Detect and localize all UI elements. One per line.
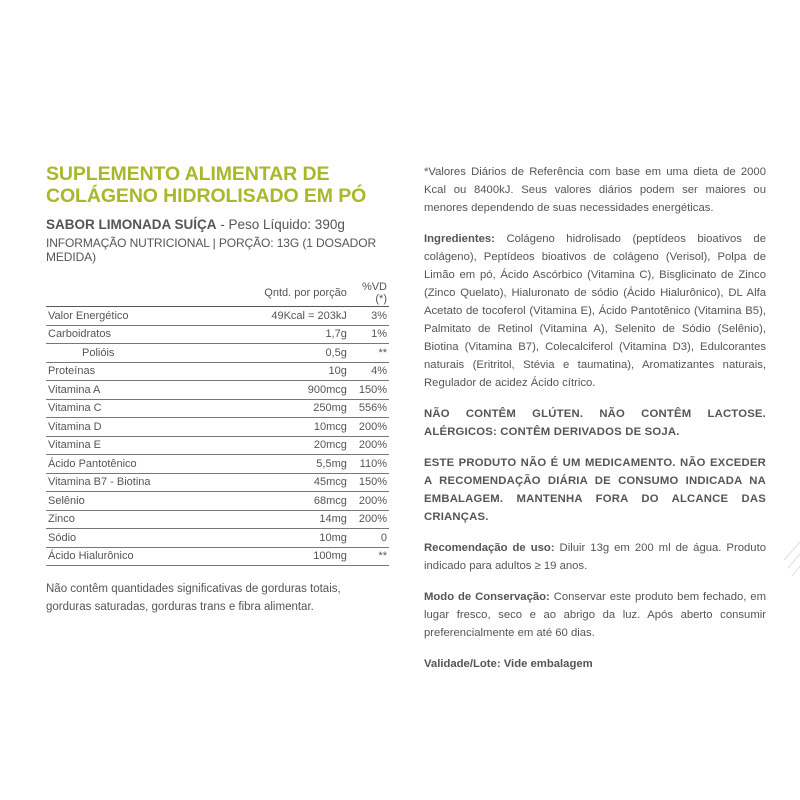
nutrient-name: Zinco <box>46 510 236 529</box>
nutrient-quantity: 250mg <box>236 399 359 418</box>
table-row <box>46 325 389 344</box>
nutrient-name: Ácido Hialurônico <box>46 547 236 566</box>
nutrient-quantity: 1,7g <box>236 325 359 344</box>
usage-label: Recomendação de uso: <box>424 542 555 554</box>
table-row <box>46 307 389 326</box>
nutrient-name: Vitamina E <box>46 436 236 455</box>
nutrient-quantity: 10mg <box>236 529 359 548</box>
weight-label: - Peso Líquido: 390g <box>216 217 345 232</box>
table-row <box>46 529 389 548</box>
table-row <box>46 547 389 566</box>
nutrient-name: Vitamina D <box>46 418 236 437</box>
usage-text: Diluir 13g em 200 ml de água. Produto indicado para adultos ≥ 19 anos. <box>424 542 767 572</box>
ingredients-label: Ingredientes: <box>424 233 495 245</box>
nutrition-table-body <box>46 307 389 566</box>
nutrition-info-heading: INFORMAÇÃO NUTRICIONAL | PORÇÃO: 13G (1 DOSADOR MEDIDA) <box>46 236 377 264</box>
medication-warning: ESTE PRODUTO NÃO É UM MEDICAMENTO. NÃO EXCEDER A RECOMENDAÇÃO DIÁRIA DE CONSUMO INDICADA NA EMBALAGEM. MANTENHA FORA DO ALCANCE DAS CRIANÇAS. <box>424 457 766 523</box>
table-row <box>46 455 389 474</box>
nutrient-name: Selênio <box>46 492 236 511</box>
storage-text: Conservar este produto bem fechado, em lugar fresco, seco e ao abrigo da luz. Após aberto consumir preferencialmente em até 60 dias. <box>424 591 766 639</box>
nutrient-quantity: 45mcg <box>236 473 359 492</box>
nutrient-quantity: 49Kcal = 203kJ <box>236 307 359 326</box>
storage-label: Modo de Conservação: <box>424 591 550 603</box>
ingredients-text: Colágeno hidrolisado (peptídeos bioativos de colágeno), Peptídeos bioativos de colágeno (Verisol), Polpa de Limão em pó, Ácido Ascórbico (Vitamina C), Bisglicinato de Zinco (Zinco Quelato), Hialuronato de sódio (Ácido Hialurônico), DL Alfa Acetato de tocoferol (Vitamina E), Ácido Pantotênico (Vitamina B5), Palmitato de Retinol (Vitamina A), Selenito de Sódio (Selênio), Biotina (Vitamina B7), Colecalciferol (Vitamina D3), Edulcorantes naturais (Eritritol, Stévia e taumatina), Aromatizantes naturais, Regulador de acidez Ácido cítrico. <box>424 233 766 389</box>
header-daily-value: %VD (*) <box>359 280 389 307</box>
table-row <box>46 510 389 529</box>
allergens-warning: NÃO CONTÊM GLÚTEN. NÃO CONTÊM LACTOSE. ALÉRGICOS: CONTÊM DERIVADOS DE SOJA. <box>424 408 766 438</box>
nutrient-name: Sódio <box>46 529 236 548</box>
title-line-2: COLÁGENO HIDROLISADO EM PÓ <box>46 185 367 207</box>
nutrient-daily-value: ** <box>359 344 389 363</box>
usage-recommendation <box>424 539 766 575</box>
nutrient-daily-value: 150% <box>359 381 389 400</box>
nutrient-quantity: 0,5g <box>236 344 359 363</box>
daily-values-note: *Valores Diários de Referência com base em uma dieta de 2000 Kcal ou 8400kJ. Seus valores diários podem ser maiores ou menores dependendo de suas necessidades energéticas. <box>424 166 766 214</box>
nutrient-daily-value: 556% <box>359 399 389 418</box>
nutrient-quantity: 68mcg <box>236 492 359 511</box>
nutrient-name: Proteínas <box>46 362 236 381</box>
nutrient-daily-value: 0 <box>359 529 389 548</box>
nutrient-daily-value: 200% <box>359 492 389 511</box>
nutrient-daily-value: 200% <box>359 510 389 529</box>
nutrient-daily-value: 150% <box>359 473 389 492</box>
nutrient-quantity: 10g <box>236 362 359 381</box>
nutrient-name: Vitamina A <box>46 381 236 400</box>
nutrient-daily-value: 1% <box>359 325 389 344</box>
nutrition-panel <box>46 163 390 616</box>
table-row <box>46 473 389 492</box>
flavor-weight <box>46 217 390 232</box>
table-row <box>46 399 389 418</box>
nutrient-daily-value: 4% <box>359 362 389 381</box>
nutrient-daily-value: 200% <box>359 436 389 455</box>
nutrient-quantity: 900mcg <box>236 381 359 400</box>
table-row <box>46 492 389 511</box>
nutrient-daily-value: 110% <box>359 455 389 474</box>
nutrient-name: Polióis <box>46 344 236 363</box>
table-row <box>46 436 389 455</box>
validity-lot: Validade/Lote: Vide embalagem <box>424 658 593 670</box>
footnote: Não contêm quantidades significativas de gorduras totais, gorduras saturadas, gorduras trans e fibra alimentar. <box>46 583 341 613</box>
nutrient-daily-value: 200% <box>359 418 389 437</box>
product-title <box>46 163 390 207</box>
table-header-row <box>46 280 389 307</box>
nutrient-name: Vitamina B7 - Biotina <box>46 473 236 492</box>
nutrient-daily-value: 3% <box>359 307 389 326</box>
nutrient-quantity: 5,5mg <box>236 455 359 474</box>
nutrient-name: Vitamina C <box>46 399 236 418</box>
flavor-label: SABOR LIMONADA SUÍÇA <box>46 217 217 232</box>
title-line-1: SUPLEMENTO ALIMENTAR DE <box>46 163 330 185</box>
nutrient-name: Carboidratos <box>46 325 236 344</box>
nutrient-name: Ácido Pantotênico <box>46 455 236 474</box>
header-quantity: Qntd. por porção <box>236 280 359 307</box>
nutrient-quantity: 100mg <box>236 547 359 566</box>
table-row <box>46 362 389 381</box>
nutrient-quantity: 20mcg <box>236 436 359 455</box>
nutrient-quantity: 10mcg <box>236 418 359 437</box>
nutrient-name: Valor Energético <box>46 307 236 326</box>
table-row <box>46 418 389 437</box>
ingredients <box>424 230 766 392</box>
table-row <box>46 344 389 363</box>
nutrient-quantity: 14mg <box>236 510 359 529</box>
table-row <box>46 381 389 400</box>
storage-instructions <box>424 588 766 642</box>
corner-decoration <box>782 540 800 580</box>
nutrient-daily-value: ** <box>359 547 389 566</box>
product-details <box>424 163 766 686</box>
nutrition-table <box>46 280 389 566</box>
header-nutrient <box>46 280 236 307</box>
